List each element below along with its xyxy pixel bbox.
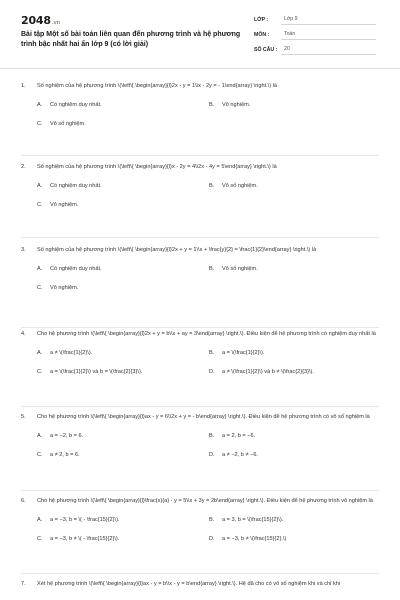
option-letter: C. <box>37 536 43 542</box>
meta-value: 20 <box>281 44 376 55</box>
option-letter: D. <box>209 369 215 375</box>
option-text: Có nghiệm duy nhất. <box>50 102 102 108</box>
option-letter: A. <box>37 102 43 108</box>
divider <box>21 573 379 574</box>
meta-value: Toán <box>281 29 376 40</box>
answer-options <box>37 516 381 554</box>
site-logo[interactable] <box>21 14 60 27</box>
worksheet-header <box>0 0 400 69</box>
answer-options <box>37 265 381 303</box>
divider <box>21 155 379 156</box>
option-text: a ≠ −2, b ≠ −6. <box>222 452 258 458</box>
option-letter: C. <box>37 369 43 375</box>
option-letter: B. <box>209 102 215 108</box>
question-text: Cho hệ phương trình \(\left\{ \begin{array}{l}ax - y = 6\\2x + y = - b\end{array} \right.\). Điều kiện để hệ phương trình có vô số nghiệm là <box>37 414 370 420</box>
option-letter: C. <box>37 202 43 208</box>
option-letter: C. <box>37 121 43 127</box>
worksheet-meta <box>254 12 376 57</box>
option-a[interactable] <box>37 432 209 441</box>
option-c[interactable] <box>37 284 210 293</box>
question-3 <box>21 246 381 303</box>
question-number: 2. <box>21 164 26 170</box>
option-letter: B. <box>209 266 215 272</box>
option-c[interactable] <box>37 368 209 377</box>
option-b[interactable] <box>209 349 381 358</box>
question-number: 7. <box>21 581 26 587</box>
option-text: Vô số nghiệm. <box>50 121 86 127</box>
option-letter: B. <box>209 350 215 356</box>
question-text: Cho hệ phương trình \(\left\{ \begin{array}{l}2x + y = b\\x + ay = 3\end{array} \right.\). Điều kiện để hệ phương trình có nghiệm duy nhất là <box>37 331 376 337</box>
option-text: a = −3, b = \( - \frac{15}{2}\). <box>50 517 120 523</box>
option-a[interactable] <box>37 101 209 110</box>
option-b[interactable] <box>209 265 381 274</box>
option-text: a = 3, b = \(\frac{15}{2}\). <box>222 517 284 523</box>
question-text: Xét hệ phương trình \(\left\{ \begin{array}{l}ax - y = b\\x - y = b\end{array} \right.\). Hệ đã cho có vô số nghiệm khi và chỉ khi <box>37 581 341 587</box>
answer-options <box>37 182 381 220</box>
logo-text: 2048 <box>21 14 51 27</box>
option-letter: C. <box>37 285 43 291</box>
option-letter: A. <box>37 350 43 356</box>
option-b[interactable] <box>209 182 381 191</box>
divider <box>21 490 379 491</box>
option-c[interactable] <box>37 451 209 460</box>
option-text: a = −3, b ≠ \(\frac{15}{2}.\) <box>222 536 287 542</box>
option-letter: D. <box>209 536 215 542</box>
answer-options <box>37 432 381 470</box>
question-number: 1. <box>21 83 26 89</box>
meta-value: Lớp 9 <box>281 14 376 25</box>
question-number: 6. <box>21 498 26 504</box>
meta-subject <box>254 27 376 42</box>
answer-options <box>37 101 381 139</box>
option-a[interactable] <box>37 516 209 525</box>
option-letter: C. <box>37 452 43 458</box>
logo-suffix: .vn <box>51 20 60 26</box>
option-d[interactable] <box>209 451 381 460</box>
option-text: a = −3, b ≠ \( - \frac{15}{2}\). <box>50 536 120 542</box>
question-7 <box>21 580 381 589</box>
question-text: Cho hệ phương trình \(\left\{ \begin{array}{l}\frac{x}{a} - y = 5\\x + 3y = 2b\end{array} \right.\). Điều kiện để hệ phương trình vô nghiệm là <box>37 498 373 504</box>
option-text: Vô số nghiệm. <box>222 183 258 189</box>
option-letter: A. <box>37 266 43 272</box>
option-letter: B. <box>209 183 215 189</box>
option-c[interactable] <box>37 120 210 129</box>
question-2 <box>21 163 381 220</box>
option-letter: D. <box>209 452 215 458</box>
question-number: 4. <box>21 331 26 337</box>
meta-grade <box>254 12 376 27</box>
option-text: a ≠ \(\frac{1}{2}\) và b ≠ \(\frac{2}{3}\). <box>222 369 314 375</box>
option-text: a ≠ \(\frac{1}{2}\). <box>50 350 93 356</box>
option-text: Vô số nghiệm. <box>222 266 258 272</box>
option-b[interactable] <box>209 101 381 110</box>
question-number: 5. <box>21 414 26 420</box>
question-1 <box>21 82 381 139</box>
option-b[interactable] <box>209 432 381 441</box>
option-c[interactable] <box>37 535 209 544</box>
question-5 <box>21 413 381 470</box>
divider <box>21 327 379 328</box>
option-text: Vô nghiệm. <box>222 102 251 108</box>
question-6 <box>21 497 381 554</box>
question-4 <box>21 330 381 387</box>
option-a[interactable] <box>37 265 209 274</box>
question-number: 3. <box>21 247 26 253</box>
option-letter: B. <box>209 433 215 439</box>
option-letter: B. <box>209 517 215 523</box>
option-text: Vô nghiệm. <box>50 202 79 208</box>
option-letter: A. <box>37 433 43 439</box>
option-text: a ≠ 2, b = 6. <box>50 452 80 458</box>
answer-options <box>37 349 381 387</box>
option-text: a = −2, b = 6. <box>50 433 84 439</box>
option-a[interactable] <box>37 349 209 358</box>
divider <box>21 237 379 238</box>
option-b[interactable] <box>209 516 381 525</box>
worksheet-title: Bài tập Một số bài toán liên quan đến phương trình và hệ phương trình bậc nhất hai ẩn lớp 9 (có lời giải) <box>21 31 241 48</box>
meta-label: LỚP : <box>254 16 269 23</box>
meta-label: SỐ CÂU : <box>254 46 278 53</box>
option-letter: A. <box>37 517 43 523</box>
meta-label: MÔN : <box>254 31 270 38</box>
question-text: Số nghiệm của hệ phương trình \(\left\{ \begin{array}{l}2x + y = 1\\x + \frac{y}{2} = \frac{1}{2}\end{array} \right.\) là <box>37 247 317 253</box>
option-text: Vô nghiệm. <box>50 285 79 291</box>
option-text: Có nghiệm duy nhất. <box>50 266 102 272</box>
option-text: Có nghiệm duy nhất. <box>50 183 102 189</box>
option-letter: A. <box>37 183 43 189</box>
option-text: a = \(\frac{1}{2}\). <box>222 350 265 356</box>
option-text: a = 2, b = −6. <box>222 433 256 439</box>
divider <box>21 406 379 407</box>
option-c[interactable] <box>37 201 210 210</box>
option-text: a = \(\frac{1}{2}\) và b = \(\frac{2}{3}\). <box>50 369 143 375</box>
option-d[interactable] <box>209 368 381 377</box>
option-a[interactable] <box>37 182 209 191</box>
question-text: Số nghiệm của hệ phương trình \(\left\{ \begin{array}{l}2x - y = 1\\x - 2y = - 1\end{array} \right.\) là <box>37 83 277 89</box>
option-d[interactable] <box>209 535 381 544</box>
meta-question-count <box>254 42 376 57</box>
question-text: Số nghiệm của hệ phương trình \(\left\{ \begin{array}{l}x - 2y = 4\\2x - 4y = 5\end{array} \right.\) là <box>37 164 277 170</box>
